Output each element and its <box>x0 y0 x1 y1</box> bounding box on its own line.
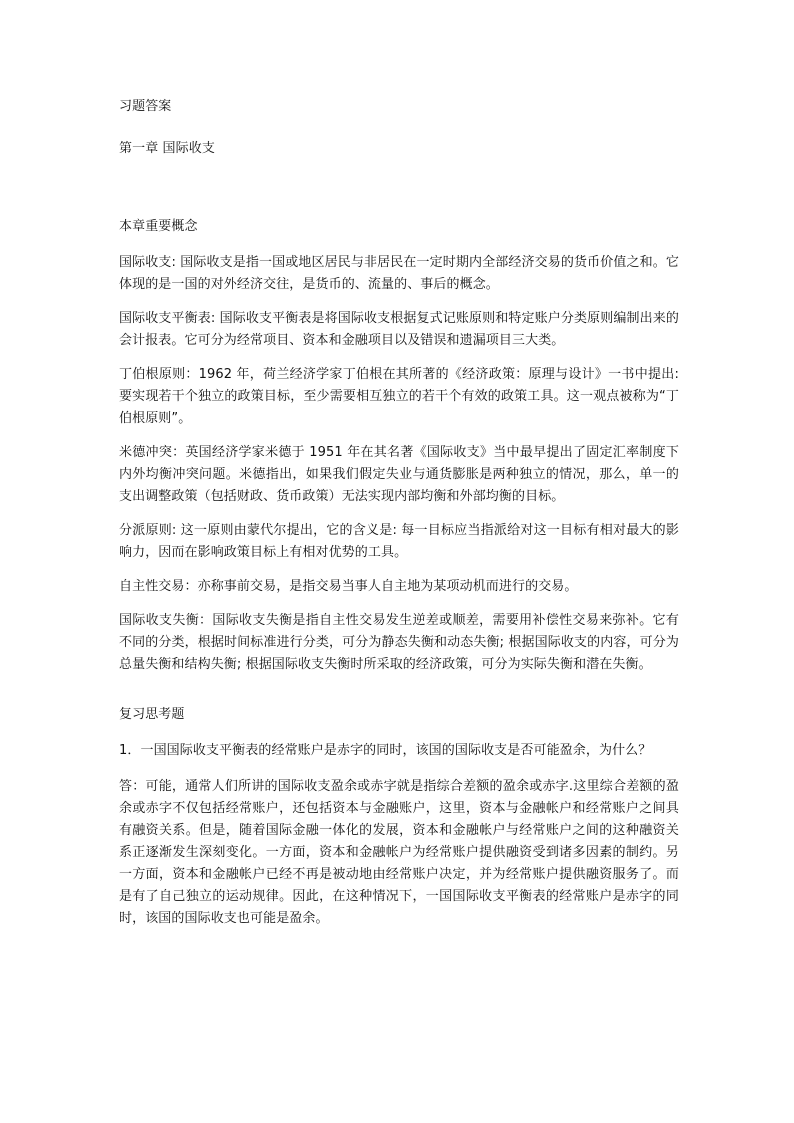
concept-paragraph: 自主性交易：亦称事前交易，是指交易当事人自主地为某项动机而进行的交易。 <box>119 579 578 594</box>
review-heading: 复习思考题 <box>119 707 185 722</box>
chapter-title: 第一章 国际收支 <box>119 141 215 156</box>
concept-paragraph: 米德冲突：英国经济学家米德于 1951 年在其名著《国际收支》当中最早提出了固定汇率制度下内外均衡冲突问题。米德指出，如果我们假定失业与通货膨胀是两种独立的情况，那么，单一的支出调整政策（包括财政、货币政策）无法实现内部均衡和外部均衡的目标。 <box>119 445 679 504</box>
answer-paragraph: 答：可能，通常人们所讲的国际收支盈余或赤字就是指综合差额的盈余或赤字.这里综合差额的盈余或赤字不仅包括经常账户，还包括资本与金融账户，这里，资本与金融帐户和经常账户之间具有融资关系。但是，随着国际金融一体化的发展，资本和金融帐户与经常账户之间的这种融资关系正逐渐发生深刻变化。一方面，资本和金融帐户为经常账户提供融资受到诸多因素的制约。另一方面，资本和金融帐户已经不再是被动地由经常账户决定，并为经常账户提供融资服务了。而是有了自己独立的运动规律。因此，在这种情况下，一国国际收支平衡表的经常账户是赤字的同时，该国的国际收支也可能是盈余。 <box>119 779 679 926</box>
concept-paragraph: 国际收支: 国际收支是指一国或地区居民与非居民在一定时期内全部经济交易的货币价值之和。它体现的是一国的对外经济交往，是货币的、流量的、事后的概念。 <box>119 255 679 292</box>
concept-paragraph: 丁伯根原则：1962 年，荷兰经济学家丁伯根在其所著的《经济政策：原理与设计》一书中提出: 要实现若干个独立的政策目标，至少需要相互独立的若干个有效的政策工具。这一观点被称为“丁伯根原则”。 <box>119 367 679 426</box>
document-content <box>119 96 679 944</box>
concepts-heading: 本章重要概念 <box>119 219 198 234</box>
concept-paragraph: 国际收支失衡：国际收支失衡是指自主性交易发生逆差或顺差，需要用补偿性交易来弥补。它有不同的分类，根据时间标准进行分类，可分为静态失衡和动态失衡; 根据国际收支的内容，可分为总量失衡和结构失衡; 根据国际收支失衡时所采取的经济政策，可分为实际失衡和潜在失衡。 <box>119 613 679 672</box>
concept-paragraph: 国际收支平衡表: 国际收支平衡表是将国际收支根据复式记账原则和特定账户分类原则编制出来的会计报表。它可分为经常项目、资本和金融项目以及错误和遗漏项目三大类。 <box>119 311 679 348</box>
question-paragraph: 1．一国国际收支平衡表的经常账户是赤字的同时，该国的国际收支是否可能盈余，为什么？ <box>119 743 652 758</box>
concept-paragraph: 分派原则: 这一原则由蒙代尔提出，它的含义是: 每一目标应当指派给对这一目标有相对最大的影响力，因而在影响政策目标上有相对优势的工具。 <box>119 523 679 560</box>
document-title: 习题答案 <box>119 99 172 114</box>
